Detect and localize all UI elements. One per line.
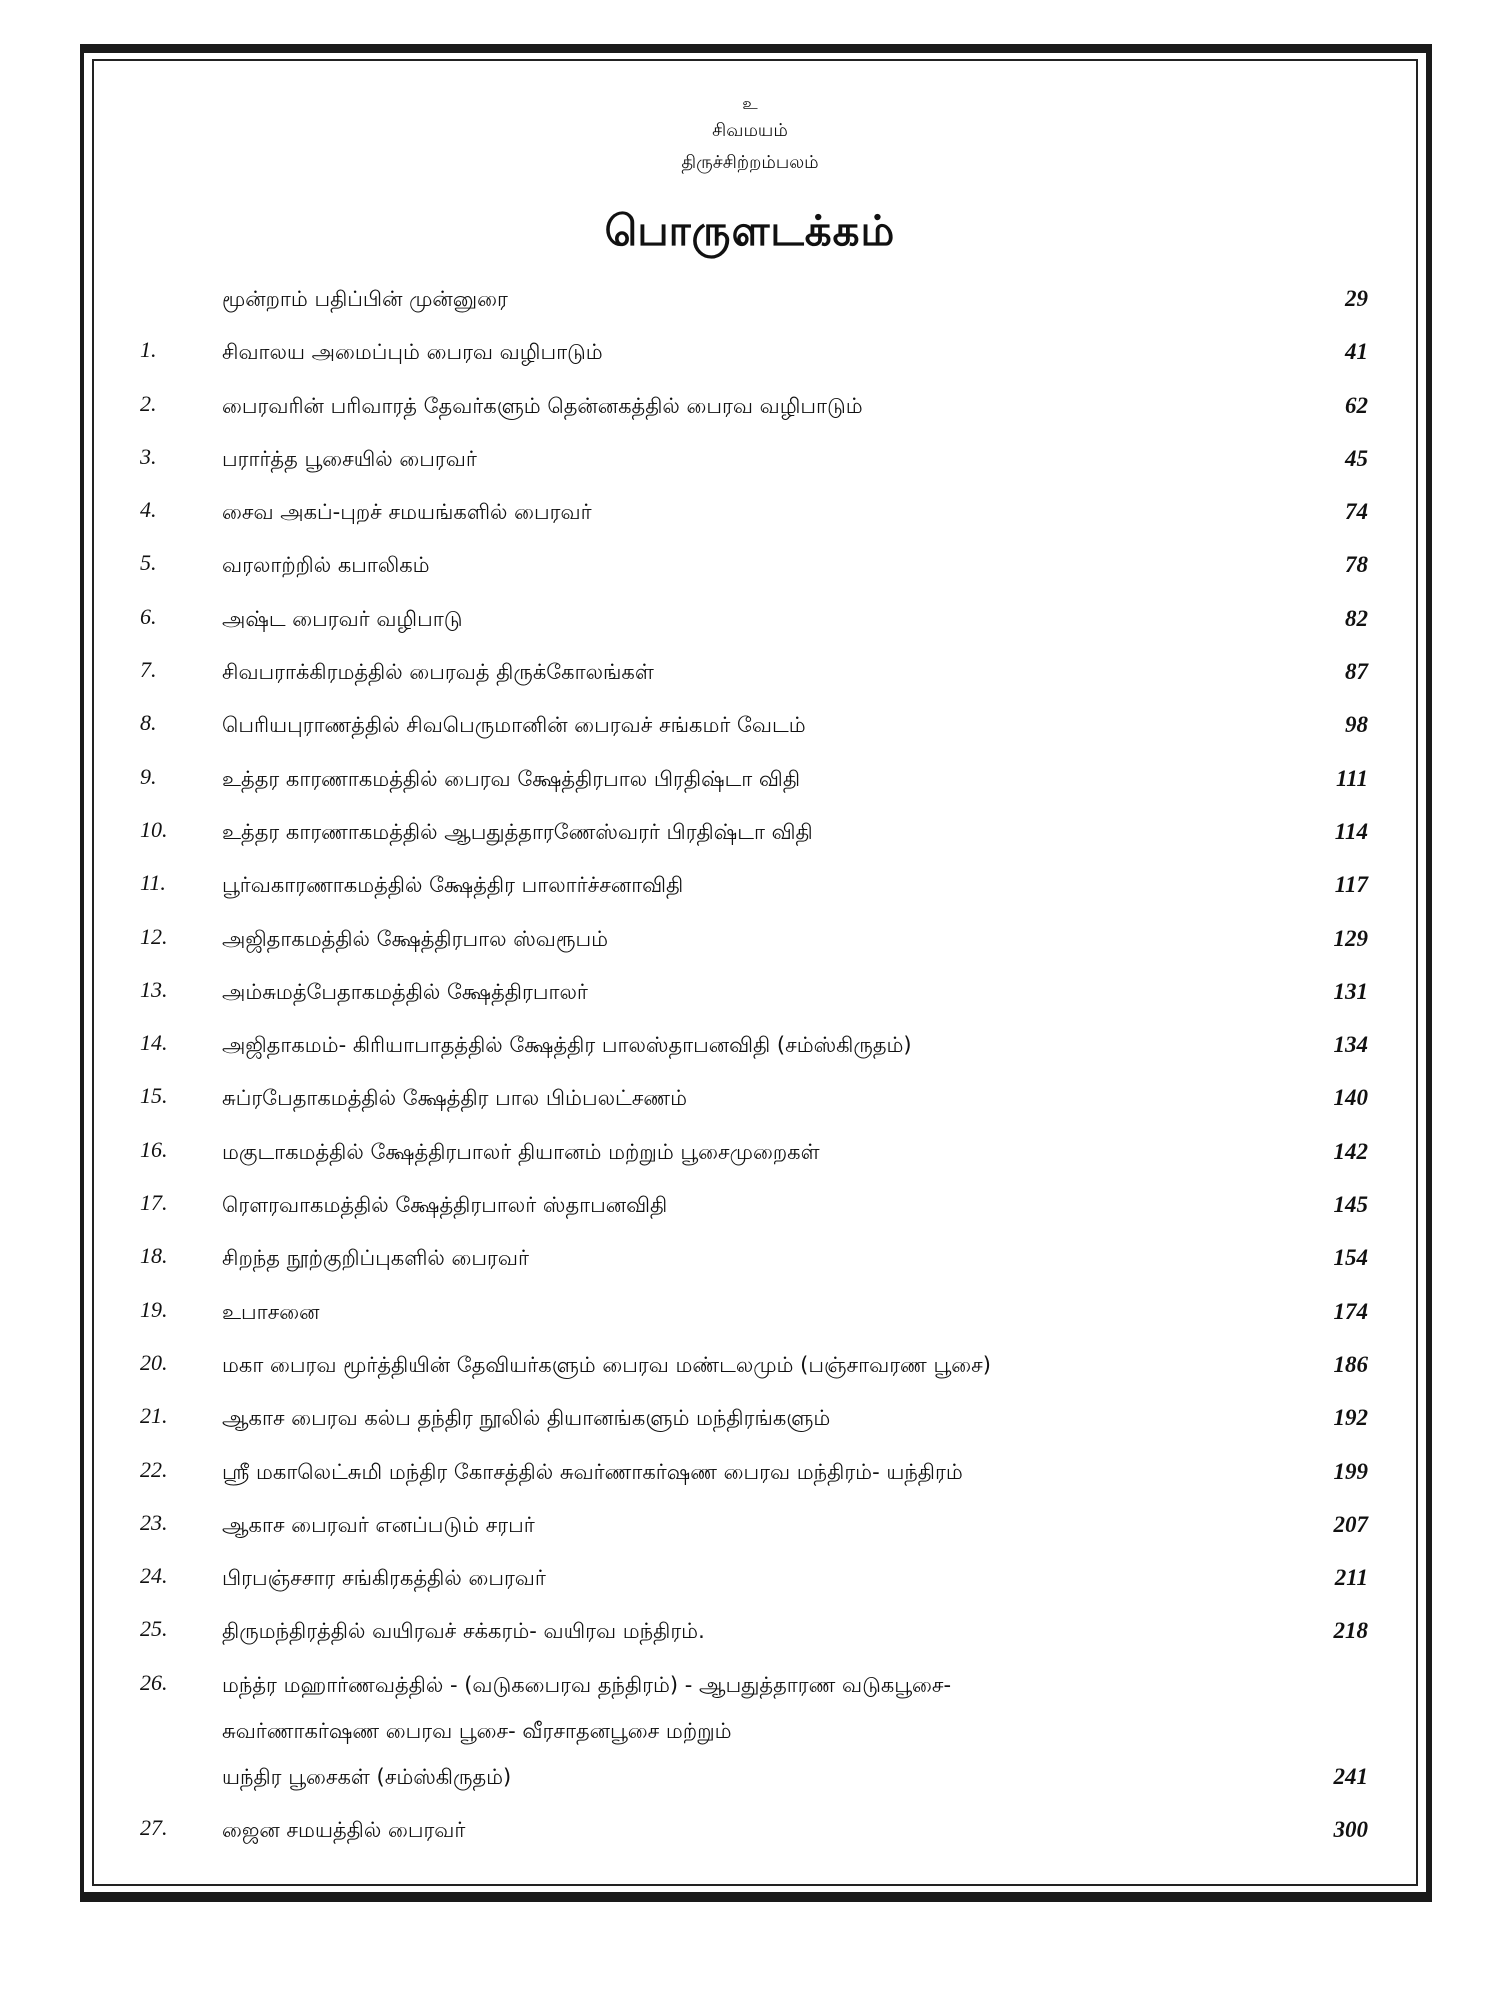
chapter-title xyxy=(222,284,1282,314)
page-number: 145 xyxy=(1333,1192,1368,1218)
chapter-number: 25. xyxy=(140,1616,168,1642)
chapter-title-line: பிரபஞ்சசார சங்கிரகத்தில் பைரவர் xyxy=(222,1566,546,1591)
chapter-title-line: சைவ அகப்-புறச் சமயங்களில் பைரவர் xyxy=(222,500,592,525)
chapter-title xyxy=(222,1297,1282,1327)
chapter-title xyxy=(222,1616,1282,1646)
chapter-title-line: ரௌரவாகமத்தில் க்ஷேத்திரபாலர் ஸ்தாபனவிதி xyxy=(222,1193,668,1218)
chapter-title xyxy=(222,1137,1282,1167)
page-number: 192 xyxy=(1333,1405,1368,1431)
page-number: 218 xyxy=(1333,1618,1368,1644)
toc-entry[interactable] xyxy=(0,604,1500,657)
page-number: 199 xyxy=(1333,1458,1368,1484)
toc-entry[interactable] xyxy=(0,657,1500,710)
toc-entry[interactable] xyxy=(0,977,1500,1030)
chapter-title-line: ஜைன சமயத்தில் பைரவர் xyxy=(222,1817,466,1842)
chapter-title-line: அஷ்ட பைரவர் வழிபாடு xyxy=(222,606,463,631)
toc-entry[interactable] xyxy=(0,710,1500,763)
toc-entry[interactable] xyxy=(0,1670,1500,1815)
toc-entry[interactable] xyxy=(0,1030,1500,1083)
page-number: 241 xyxy=(1333,1763,1368,1789)
chapter-number: 24. xyxy=(140,1563,168,1589)
toc-entry[interactable] xyxy=(0,1350,1500,1403)
page-number: 174 xyxy=(1333,1298,1368,1324)
invocation-line-2: திருச்சிற்றம்பலம் xyxy=(681,152,819,173)
toc-entry[interactable] xyxy=(0,1616,1500,1669)
toc-entry[interactable] xyxy=(0,550,1500,603)
chapter-number: 9. xyxy=(140,763,157,789)
page-number: 114 xyxy=(1334,818,1368,844)
toc-entry[interactable] xyxy=(0,1083,1500,1136)
chapter-number: 11. xyxy=(140,870,166,896)
chapter-title-line: பைரவரின் பரிவாரத் தேவர்களும் தென்னகத்தில் பைரவ வழிபாடும் xyxy=(222,393,863,418)
chapter-title xyxy=(222,657,1282,687)
page-number: 45 xyxy=(1345,445,1368,471)
chapter-title xyxy=(222,1815,1282,1845)
page-number: 186 xyxy=(1333,1351,1368,1377)
chapter-title-line: பெரியபுராணத்தில் சிவபெருமானின் பைரவச் சங்கமர் வேடம் xyxy=(222,713,806,738)
chapter-number: 19. xyxy=(140,1296,168,1322)
chapter-title-line: ஸ்ரீ மகாலெட்சுமி மந்திர கோசத்தில் சுவர்ணாகர்ஷண பைரவ மந்திரம்- யந்திரம் xyxy=(222,1459,963,1484)
toc-entry[interactable] xyxy=(0,870,1500,923)
toc-entry[interactable] xyxy=(0,1815,1500,1868)
chapter-title xyxy=(222,1563,1282,1593)
chapter-title xyxy=(222,550,1282,580)
page-number: 78 xyxy=(1345,552,1368,578)
chapter-title xyxy=(222,924,1282,954)
chapter-number: 14. xyxy=(140,1030,168,1056)
toc-entry[interactable] xyxy=(0,337,1500,390)
chapter-number: 6. xyxy=(140,603,157,629)
page-number: 111 xyxy=(1336,765,1368,791)
chapter-title-line: வரலாற்றில் கபாலிகம் xyxy=(222,553,430,578)
page-title: பொருளடக்கம் xyxy=(604,206,896,255)
invocation-line-1: சிவமயம் xyxy=(712,120,788,141)
toc-entry[interactable] xyxy=(0,1510,1500,1563)
toc-entry[interactable] xyxy=(0,1403,1500,1456)
chapter-title xyxy=(222,1670,1282,1808)
chapter-title xyxy=(222,391,1282,421)
toc-entry[interactable] xyxy=(0,1190,1500,1243)
chapter-title-line: பரார்த்த பூசையில் பைரவர் xyxy=(222,446,477,471)
chapter-number: 22. xyxy=(140,1456,168,1482)
chapter-title xyxy=(222,817,1282,847)
page-number: 41 xyxy=(1345,339,1368,365)
page-number: 300 xyxy=(1333,1816,1368,1842)
chapter-title-line: உத்தர காரணாகமத்தில் பைரவ க்ஷேத்திரபால பிரதிஷ்டா விதி xyxy=(222,766,801,791)
chapter-number: 8. xyxy=(140,710,157,736)
toc-entry[interactable] xyxy=(0,1243,1500,1296)
chapter-title xyxy=(222,1190,1282,1220)
chapter-number: 23. xyxy=(140,1509,168,1535)
chapter-number: 27. xyxy=(140,1814,168,1840)
chapter-title xyxy=(222,497,1282,527)
chapter-title-line: ஆகாச பைரவர் எனப்படும் சரபர் xyxy=(222,1512,535,1537)
chapter-number: 3. xyxy=(140,443,157,469)
chapter-title-line: அம்சுமத்பேதாகமத்தில் க்ஷேத்திரபாலர் xyxy=(222,979,588,1004)
chapter-title-line: யந்திர பூசைகள் (சம்ஸ்கிருதம்) xyxy=(222,1764,512,1789)
page-number: 62 xyxy=(1345,392,1368,418)
page-number: 29 xyxy=(1345,286,1368,311)
page-number: 82 xyxy=(1345,605,1368,631)
toc-entry[interactable] xyxy=(0,444,1500,497)
chapter-title xyxy=(222,764,1282,794)
toc-entry[interactable] xyxy=(0,497,1500,550)
chapter-title-line: மந்த்ர மஹார்ணவத்தில் - (வடுகபைரவ தந்திரம்) - ஆபதுத்தாரண வடுகபூசை- xyxy=(222,1672,952,1697)
page-number: 129 xyxy=(1333,925,1368,951)
chapter-title-line: பூர்வகாரணாகமத்தில் க்ஷேத்திர பாலார்ச்சனாவிதி xyxy=(222,873,684,898)
page-number: 87 xyxy=(1345,659,1368,685)
chapter-title xyxy=(222,870,1282,900)
chapter-number: 15. xyxy=(140,1083,168,1109)
chapter-title-line: உபாசனை xyxy=(222,1299,320,1324)
chapter-number: 26. xyxy=(140,1669,168,1695)
toc-entry[interactable] xyxy=(0,391,1500,444)
toc-entry[interactable] xyxy=(0,764,1500,817)
page-number: 142 xyxy=(1333,1138,1368,1164)
chapter-number: 18. xyxy=(140,1243,168,1269)
chapter-title xyxy=(222,1030,1282,1060)
chapter-title xyxy=(222,337,1282,367)
chapter-title-line: ஆகாச பைரவ கல்ப தந்திர நூலில் தியானங்களும் மந்திரங்களும் xyxy=(222,1406,831,1431)
toc-entry[interactable] xyxy=(0,817,1500,870)
chapter-title xyxy=(222,1350,1282,1380)
chapter-number: 13. xyxy=(140,976,168,1002)
chapter-title xyxy=(222,710,1282,740)
pillaiyar-suzhi: உ xyxy=(742,94,758,114)
chapter-number: 21. xyxy=(140,1403,168,1429)
chapter-title xyxy=(222,1403,1282,1433)
chapter-title-line: அஜிதாகமம்- கிரியாபாதத்தில் க்ஷேத்திர பாலஸ்தாபனவிதி (சம்ஸ்கிருதம்) xyxy=(222,1033,912,1058)
toc-entry[interactable] xyxy=(0,1297,1500,1350)
chapter-title-line: மகா பைரவ மூர்த்தியின் தேவியர்களும் பைரவ மண்டலமும் (பஞ்சாவரண பூசை) xyxy=(222,1352,991,1377)
chapter-title-line: அஜிதாகமத்தில் க்ஷேத்திரபால ஸ்வரூபம் xyxy=(222,926,609,951)
page-number: 117 xyxy=(1334,872,1368,898)
page-number: 98 xyxy=(1345,712,1368,738)
chapter-title-line: சுப்ரபேதாகமத்தில் க்ஷேத்திர பால பிம்பலட்சணம் xyxy=(222,1086,687,1111)
page-number: 131 xyxy=(1333,978,1368,1004)
page-number: 134 xyxy=(1333,1032,1368,1058)
chapter-title-line: சிவாலய அமைப்பும் பைரவ வழிபாடும் xyxy=(222,340,603,365)
page-number: 207 xyxy=(1333,1511,1368,1537)
page-number: 140 xyxy=(1333,1085,1368,1111)
chapter-number: 12. xyxy=(140,923,168,949)
chapter-title xyxy=(222,1083,1282,1113)
chapter-title xyxy=(222,1510,1282,1540)
chapter-number: 7. xyxy=(140,657,157,683)
chapter-title-line: திருமந்திரத்தில் வயிரவச் சக்கரம்- வயிரவ மந்திரம். xyxy=(222,1619,705,1644)
chapter-number: 1. xyxy=(140,337,157,363)
chapter-title-line: உத்தர காரணாகமத்தில் ஆபதுத்தாரணேஸ்வரர் பிரதிஷ்டா விதி xyxy=(222,819,813,844)
chapter-title xyxy=(222,1243,1282,1273)
toc-entry[interactable] xyxy=(0,1137,1500,1190)
chapter-number: 2. xyxy=(140,390,157,416)
toc-entry[interactable] xyxy=(0,284,1500,337)
chapter-number: 4. xyxy=(140,497,157,523)
toc-entry[interactable] xyxy=(0,924,1500,977)
page-number: 154 xyxy=(1333,1245,1368,1271)
chapter-title-line: சிறந்த நூற்குறிப்புகளில் பைரவர் xyxy=(222,1246,529,1271)
chapter-number: 5. xyxy=(140,550,157,576)
chapter-number: 16. xyxy=(140,1136,168,1162)
chapter-title xyxy=(222,977,1282,1007)
chapter-title-line: சிவபராக்கிரமத்தில் பைரவத் திருக்கோலங்கள் xyxy=(222,660,654,685)
table-of-contents xyxy=(0,284,1500,1868)
chapter-title xyxy=(222,444,1282,474)
chapter-number: 10. xyxy=(140,816,168,842)
chapter-title-line: மூன்றாம் பதிப்பின் முன்னுரை xyxy=(222,287,508,311)
chapter-number: 20. xyxy=(140,1349,168,1375)
toc-entry[interactable] xyxy=(0,1563,1500,1616)
chapter-title xyxy=(222,604,1282,634)
toc-entry[interactable] xyxy=(0,1457,1500,1510)
chapter-number: 17. xyxy=(140,1190,168,1216)
page-number: 74 xyxy=(1345,499,1368,525)
chapter-title-line: மகுடாகமத்தில் க்ஷேத்திரபாலர் தியானம் மற்றும் பூசைமுறைகள் xyxy=(222,1139,820,1164)
chapter-title xyxy=(222,1457,1282,1487)
chapter-title-line: சுவர்ணாகர்ஷண பைரவ பூசை- வீரசாதனபூசை மற்றும் xyxy=(222,1718,732,1743)
page-number: 211 xyxy=(1334,1565,1368,1591)
